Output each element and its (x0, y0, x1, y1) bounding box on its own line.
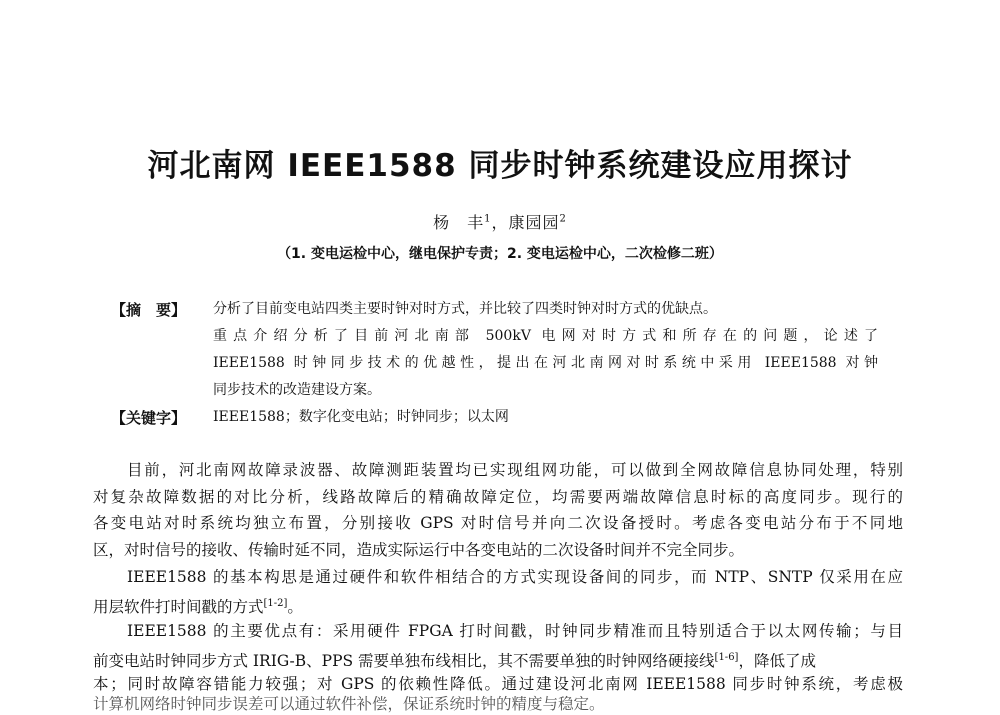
abstract-line: 分析了目前变电站四类主要时钟对时方式，并比较了四类时钟对时方式的优缺点。 (213, 301, 717, 317)
body-line: IEEE1588 的主要优点有：采用硬件 FPGA 打时间戳，时钟同步精准而且特别适合于以太网传输；与目 (127, 622, 903, 640)
body-text: 。 (287, 598, 303, 617)
affiliation-mark: 2 (559, 213, 567, 225)
body-line: 各变电站对时系统均独立布置，分别接收 GPS 对时信号并向二次设备授时。考虑各变电站分布于不同地 (93, 514, 903, 532)
cutoff-line (93, 695, 903, 713)
cutoff-text: 计算机网络时钟同步误差可以通过软件补偿，保证系统时钟的精度与稳定。 (93, 695, 605, 713)
body-line (93, 593, 903, 618)
citation: [1-6] (714, 652, 739, 663)
author-name: 杨 丰 (433, 213, 485, 232)
body-text: 前变电站时钟同步方式 IRIG-B、PPS 需要单独布线相比，其不需要单独的时钟网络硬接线 (93, 652, 715, 671)
abstract-label: 【摘 要】 (111, 301, 187, 319)
affiliation-mark: 1 (484, 213, 492, 225)
body-line: 区，对时信号的接收、传输时延不同，造成实际运行中各变电站的二次设备时间并不完全同步。 (93, 541, 745, 559)
abstract-line: 重点介绍分析了目前河北南部 500kV 电网对时方式和所存在的问题，论述了 (213, 328, 878, 344)
body-line (93, 647, 903, 672)
author-line (0, 210, 1000, 233)
author-name: 康园园 (508, 213, 560, 232)
paper-title: 河北南网 IEEE1588 同步时钟系统建设应用探讨 (147, 148, 853, 184)
keywords-label: 【关键字】 (111, 409, 187, 427)
body-text: ，降低了成 (738, 652, 816, 671)
body-text: 用层软件打时间戳的方式 (93, 598, 264, 617)
citation: [1-2] (263, 598, 288, 609)
body-line: IEEE1588 的基本构思是通过硬件和软件相结合的方式实现设备间的同步，而 NTP、SNTP 仅采用在应 (127, 568, 903, 586)
body-line: 本；同时故障容错能力较强；对 GPS 的依赖性降低。通过建设河北南网 IEEE1588 同步时钟系统，考虑极 (93, 675, 903, 693)
abstract-line: 同步技术的改造建设方案。 (213, 382, 381, 398)
body-line: 对复杂故障数据的对比分析，线路故障后的精确故障定位，均需要两端故障信息时标的高度同步。现行的 (93, 488, 903, 506)
author-separator: ， (491, 213, 509, 232)
body-line: 目前，河北南网故障录波器、故障测距装置均已实现组网功能，可以做到全网故障信息协同处理，特别 (127, 461, 903, 479)
abstract-line: IEEE1588 时钟同步技术的优越性，提出在河北南网对时系统中采用 IEEE1588 对钟 (213, 355, 878, 371)
affiliations: （1. 变电运检中心，继电保护专责；2. 变电运检中心，二次检修二班） (277, 246, 723, 262)
keywords-text: IEEE1588；数字化变电站；时钟同步；以太网 (213, 409, 509, 425)
